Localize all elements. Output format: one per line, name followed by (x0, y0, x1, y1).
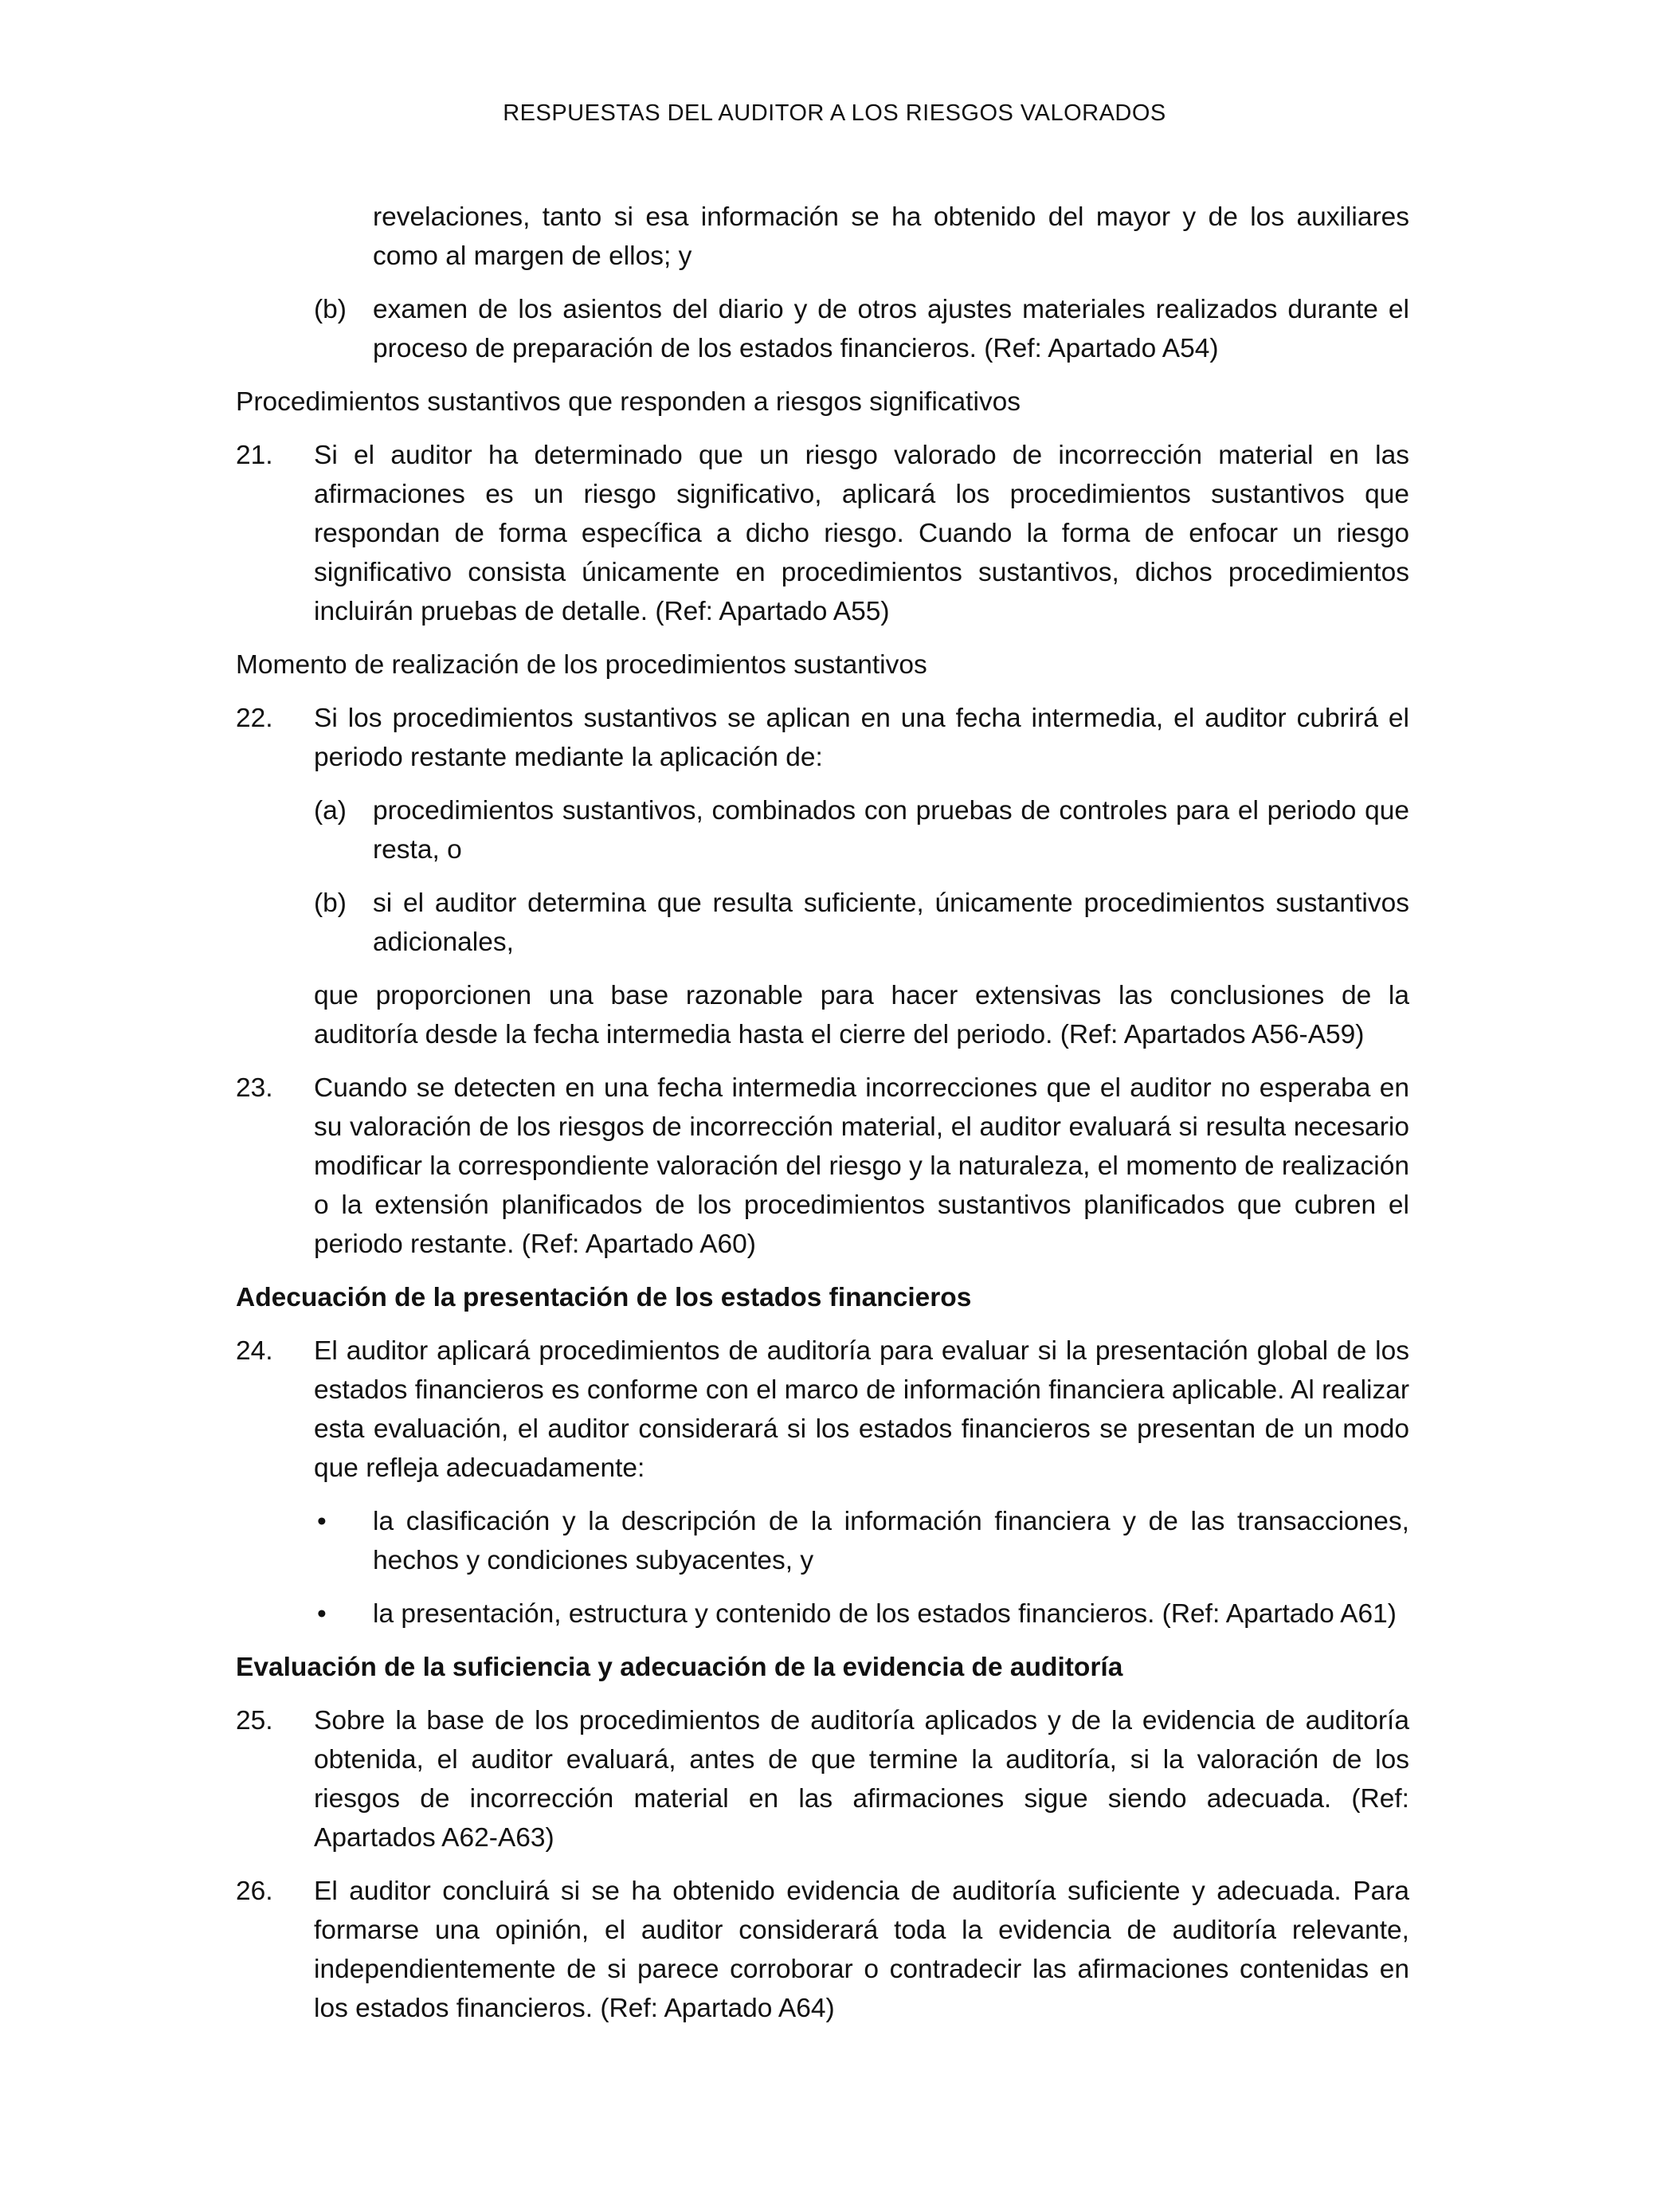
paragraph-number: 24. (236, 1336, 273, 1366)
section-heading-presentacion: Adecuación de la presentación de los estados financieros (236, 1283, 972, 1312)
paragraph-25 (236, 1701, 1409, 1857)
list-item-b (236, 884, 1409, 962)
list-item-a (236, 791, 1409, 869)
list-label: (a) (314, 796, 347, 826)
paragraph-text: Cuando se detecten en una fecha intermedia incorrecciones que el auditor no esperaba en su valoración de los riesgos de incorrección material, el auditor evaluará si resulta necesario modificar la correspondiente valoración del riesgo y la naturaleza, el momento de realización o la extensión planificados de los procedimientos sustantivos planificados que cubren el periodo restante. (Ref: Apartado A60) (314, 1073, 1409, 1259)
paragraph-number: 22. (236, 704, 273, 733)
list-item-b-prev (236, 290, 1409, 368)
list-text: procedimientos sustantivos, combinados con pruebas de controles para el periodo que resta, o (373, 796, 1409, 865)
paragraph-text: Si el auditor ha determinado que un riesgo valorado de incorrección material en las afirmaciones es un riesgo significativo, aplicará los procedimientos sustantivos que respondan de forma específica a dicho riesgo. Cuando la forma de enfocar un riesgo significativo consista únicamente en procedimientos sustantivos, dichos procedimientos incluirán pruebas de detalle. (Ref: Apartado A55) (314, 441, 1409, 626)
list-text: examen de los asientos del diario y de otros ajustes materiales realizados durante el proceso de preparación de los estados financieros. (Ref: Apartado A54) (373, 295, 1409, 363)
paragraph-22-tail: que proporcionen una base razonable para hacer extensivas las conclusiones de la auditoría desde la fecha intermedia hasta el cierre del periodo. (Ref: Apartados A56-A59) (314, 981, 1409, 1049)
paragraph-21 (236, 436, 1409, 631)
list-label: (b) (314, 888, 347, 918)
list-text: si el auditor determina que resulta suficiente, únicamente procedimientos sustantivos adicionales, (373, 888, 1409, 957)
paragraph-text: Si los procedimientos sustantivos se aplican en una fecha intermedia, el auditor cubrirá el periodo restante mediante la aplicación de: (314, 704, 1409, 772)
bullet-icon: • (317, 1599, 327, 1629)
paragraph-number: 21. (236, 441, 273, 470)
paragraph-number: 26. (236, 1877, 273, 1906)
paragraph-number: 23. (236, 1073, 273, 1103)
document-body (236, 198, 1409, 2042)
page-header: RESPUESTAS DEL AUDITOR A LOS RIESGOS VALORADOS (503, 100, 1166, 126)
bullet-icon: • (317, 1507, 327, 1536)
paragraph-23 (236, 1069, 1409, 1264)
paragraph-24 (236, 1332, 1409, 1488)
paragraph-text: El auditor aplicará procedimientos de auditoría para evaluar si la presentación global de los estados financieros es conforme con el marco de información financiera aplicable. Al realizar esta evaluación, el auditor considerará si los estados financieros se presentan de un modo que refleja adecuadamente: (314, 1336, 1409, 1483)
bullet-text: la clasificación y la descripción de la información financiera y de las transacciones, hechos y condiciones subyacentes, y (373, 1507, 1409, 1575)
paragraph-text: El auditor concluirá si se ha obtenido evidencia de auditoría suficiente y adecuada. Para formarse una opinión, el auditor considerará toda la evidencia de auditoría relevante, independientemente de si parece corroborar o contradecir las afirmaciones contenidas en los estados financieros. (Ref: Apartado A64) (314, 1877, 1409, 2023)
paragraph-22 (236, 699, 1409, 777)
paragraph-number: 25. (236, 1706, 273, 1735)
paragraph-26 (236, 1872, 1409, 2028)
paragraph-text: Sobre la base de los procedimientos de auditoría aplicados y de la evidencia de auditoría obtenida, el auditor evaluará, antes de que termine la auditoría, si la valoración de los riesgos de incorrección material en las afirmaciones sigue siendo adecuada. (Ref: Apartados A62-A63) (314, 1706, 1409, 1853)
bullet-item (236, 1594, 1409, 1634)
section-heading-evaluacion: Evaluación de la suficiencia y adecuación de la evidencia de auditoría (236, 1653, 1123, 1682)
list-label: (b) (314, 295, 347, 324)
continuation-paragraph: revelaciones, tanto si esa información se ha obtenido del mayor y de los auxiliares como al margen de ellos; y (373, 202, 1409, 271)
bullet-item (236, 1502, 1409, 1580)
section-heading-momento: Momento de realización de los procedimientos sustantivos (236, 650, 927, 680)
bullet-text: la presentación, estructura y contenido de los estados financieros. (Ref: Apartado A61) (373, 1599, 1397, 1629)
section-heading-sustantivos: Procedimientos sustantivos que responden a riesgos significativos (236, 387, 1021, 417)
